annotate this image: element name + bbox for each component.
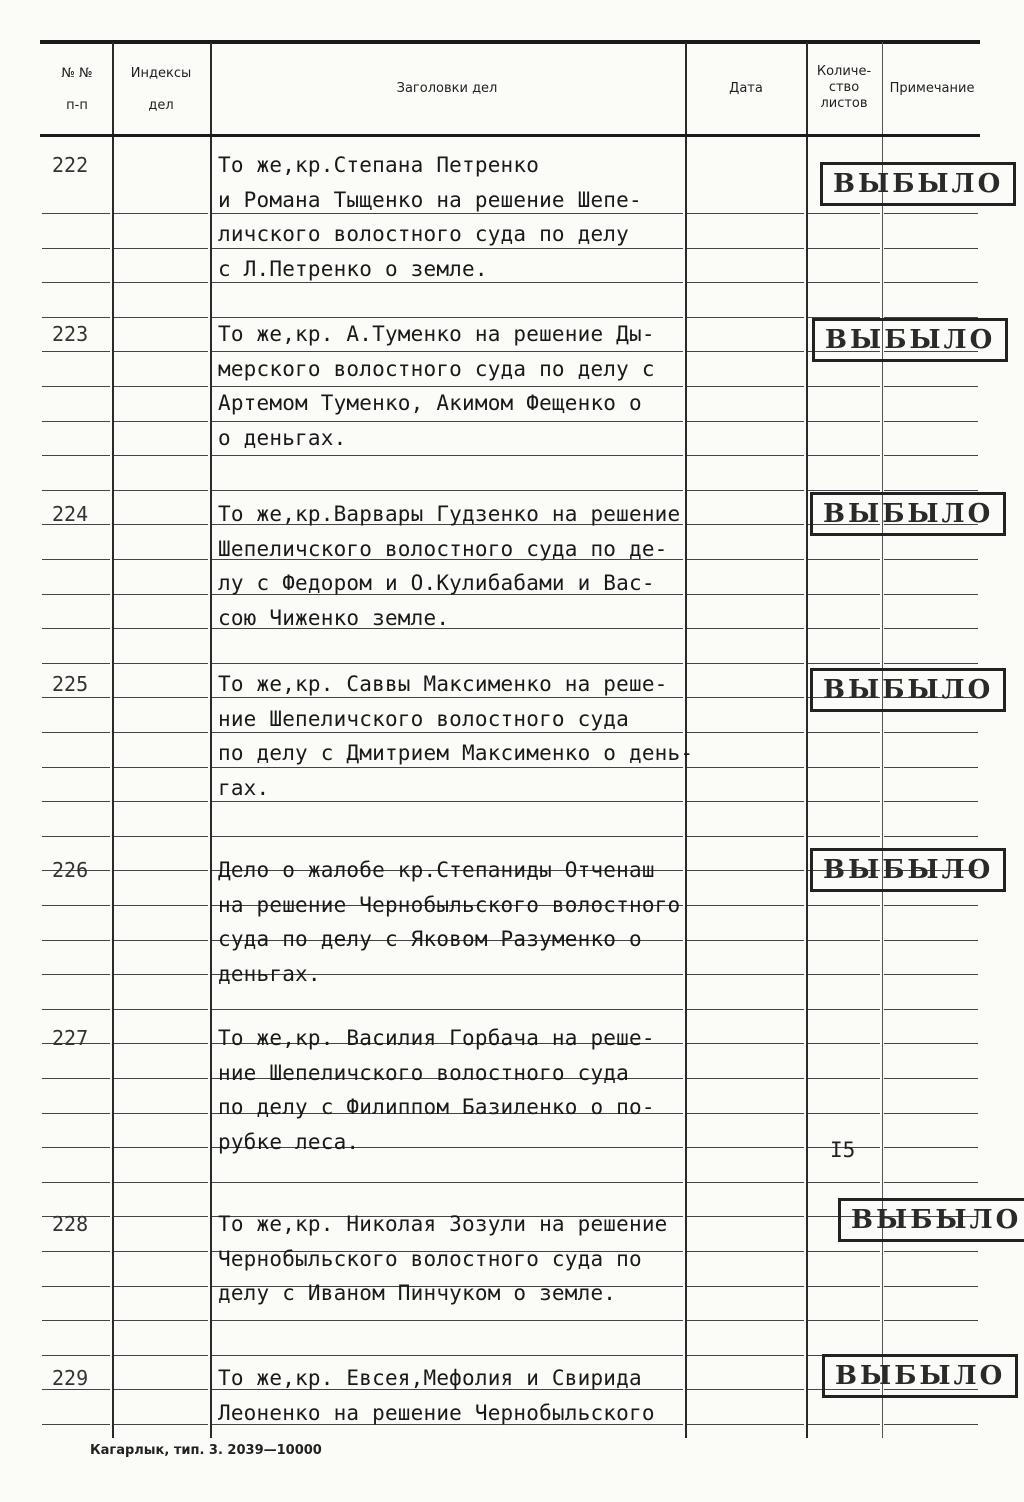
ruled-line [808, 1009, 880, 1010]
ruled-line [114, 386, 208, 387]
ruled-line [884, 836, 978, 837]
ruled-line [808, 1043, 880, 1044]
ruled-line [687, 351, 804, 352]
header-count: Количе- ство листов [816, 64, 872, 111]
ruled-line [884, 1043, 978, 1044]
withdrawn-stamp: ВЫБЫЛО [810, 492, 1006, 536]
ruled-line [884, 905, 978, 906]
ruled-line [884, 248, 978, 249]
header-title: Заголовки дел [396, 81, 498, 96]
case-title-line: ние Шепеличского волостного суда [218, 707, 629, 731]
case-title-line: сою Чиженко земле. [218, 606, 450, 630]
ruled-line [884, 1147, 978, 1148]
ruled-line [114, 1389, 208, 1390]
ruled-line [42, 1009, 110, 1010]
ruled-line [687, 386, 804, 387]
ruled-line [42, 351, 110, 352]
ruled-line [212, 455, 683, 456]
ruled-line [808, 801, 880, 802]
ruled-line [114, 1424, 208, 1425]
row-number: 222 [52, 153, 89, 177]
ruled-line [687, 1043, 804, 1044]
ruled-line [687, 1147, 804, 1148]
ruled-line [42, 940, 110, 941]
case-title-line: рубке леса. [218, 1130, 360, 1154]
ruled-line [212, 767, 683, 768]
ruled-line [808, 1182, 880, 1183]
case-title-line: личского волостного суда по делу [218, 222, 629, 246]
ruled-line [42, 732, 110, 733]
ruled-line [212, 282, 683, 283]
ruled-line [42, 1078, 110, 1079]
case-title-line: гах. [218, 776, 270, 800]
ruled-line [808, 940, 880, 941]
row-number: 229 [52, 1366, 89, 1390]
ruled-line [808, 1251, 880, 1252]
ruled-line [42, 836, 110, 837]
ruled-line [42, 663, 110, 664]
ruled-line [687, 248, 804, 249]
ruled-line [884, 1320, 978, 1321]
case-title-line: Шепеличского волостного суда по де- [218, 537, 668, 561]
ruled-line [212, 697, 683, 698]
ruled-line [687, 1286, 804, 1287]
header-date: Дата [729, 81, 763, 96]
ruled-line [114, 282, 208, 283]
case-title-line: Чернобыльского волостного суда по [218, 1247, 642, 1271]
ruled-line [212, 663, 683, 664]
ruled-line [114, 421, 208, 422]
case-title-line: Леоненко на решение Чернобыльского [218, 1401, 655, 1425]
ruled-line [42, 455, 110, 456]
case-title-line: и Романа Тыщенко на решение Шепе- [218, 188, 642, 212]
ruled-line [114, 524, 208, 525]
ruled-line [884, 628, 978, 629]
ruled-line [212, 1355, 683, 1356]
ruled-line [114, 663, 208, 664]
ruled-line [687, 282, 804, 283]
ruled-line [884, 421, 978, 422]
ruled-line [212, 1320, 683, 1321]
ruled-line [808, 282, 880, 283]
ruled-line [687, 1251, 804, 1252]
ruled-line [687, 628, 804, 629]
ruled-line [884, 1182, 978, 1183]
ruled-line [114, 559, 208, 560]
ruled-line [687, 1320, 804, 1321]
row-number: 225 [52, 672, 89, 696]
ruled-line [42, 801, 110, 802]
ruled-line [42, 1424, 110, 1425]
ruled-line [687, 594, 804, 595]
ruled-line [808, 767, 880, 768]
ruled-line [114, 455, 208, 456]
case-title-line: То же,кр. Николая Зозули на решение [218, 1212, 668, 1236]
case-title-line: с Л.Петренко о земле. [218, 257, 488, 281]
ruled-line [808, 1286, 880, 1287]
ruled-line [114, 1113, 208, 1114]
ruled-line [212, 836, 683, 837]
ruled-line [808, 421, 880, 422]
ruled-line [114, 1078, 208, 1079]
ruled-line [884, 282, 978, 283]
ruled-line [884, 974, 978, 975]
case-title-line: То же,кр. Евсея,Мефолия и Свирида [218, 1366, 642, 1390]
ruled-line [687, 905, 804, 906]
ruled-line [42, 767, 110, 768]
ruled-line [114, 732, 208, 733]
ruled-line [808, 1113, 880, 1114]
case-title-line: мерского волостного суда по делу с [218, 357, 655, 381]
ruled-line [42, 317, 110, 318]
ruled-line [808, 1320, 880, 1321]
ruled-line [114, 351, 208, 352]
ruled-line [42, 1286, 110, 1287]
ruled-line [687, 1078, 804, 1079]
ruled-line [42, 1355, 110, 1356]
ruled-line [42, 1147, 110, 1148]
ruled-line [114, 213, 208, 214]
ruled-line [114, 1286, 208, 1287]
row-number: 224 [52, 502, 89, 526]
ruled-line [114, 1251, 208, 1252]
ruled-line [42, 1113, 110, 1114]
ruled-line [212, 732, 683, 733]
withdrawn-stamp: ВЫБЫЛО [838, 1198, 1024, 1242]
ruled-line [687, 213, 804, 214]
case-title-line: на решение Чернобыльского волостного [218, 893, 681, 917]
ruled-line [42, 1320, 110, 1321]
ruled-line [212, 386, 683, 387]
ruled-line [42, 248, 110, 249]
ruled-line [884, 1078, 978, 1079]
case-title-line: ние Шепеличского волостного суда [218, 1061, 629, 1085]
ruled-line [687, 1389, 804, 1390]
row-number: 228 [52, 1212, 89, 1236]
ruled-line [42, 905, 110, 906]
ruled-line [687, 490, 804, 491]
case-title-line: То же,кр. Саввы Максименко на реше- [218, 672, 668, 696]
header-rule [40, 134, 980, 137]
ruled-line [114, 767, 208, 768]
ruled-line [687, 455, 804, 456]
row-number: 223 [52, 322, 89, 346]
ruled-line [114, 1355, 208, 1356]
case-title-line: То же,кр.Степана Петренко [218, 153, 540, 177]
header-num: № № п-п [61, 66, 93, 113]
ruled-line [884, 490, 978, 491]
ruled-line [687, 940, 804, 941]
ruled-line [687, 732, 804, 733]
ruled-line [808, 559, 880, 560]
ruled-line [687, 663, 804, 664]
ruled-line [114, 836, 208, 837]
ruled-line [884, 1424, 978, 1425]
case-title-line: о деньгах. [218, 426, 347, 450]
ruled-line [884, 1286, 978, 1287]
ruled-line [42, 282, 110, 283]
ruled-line [808, 386, 880, 387]
ruled-line [42, 559, 110, 560]
ruled-line [42, 386, 110, 387]
ruled-line [212, 1182, 683, 1183]
ruled-line [114, 905, 208, 906]
case-title-line: деньгах. [218, 962, 321, 986]
ruled-line [808, 455, 880, 456]
ruled-line [687, 421, 804, 422]
ruled-line [687, 524, 804, 525]
ruled-line [808, 490, 880, 491]
ruled-line [687, 1009, 804, 1010]
ruled-line [42, 697, 110, 698]
withdrawn-stamp: ВЫБЫЛО [810, 848, 1006, 892]
ruled-line [212, 213, 683, 214]
ruled-line [114, 697, 208, 698]
ruled-line [42, 490, 110, 491]
ruled-line [687, 317, 804, 318]
ruled-line [687, 1113, 804, 1114]
ruled-line [808, 213, 880, 214]
case-title-line: лу с Федором и О.Кулибабами и Вас- [218, 571, 655, 595]
column-divider [112, 42, 114, 1438]
ruled-line [114, 1043, 208, 1044]
ruled-line [212, 801, 683, 802]
ruled-line [687, 1216, 804, 1217]
column-divider [210, 42, 212, 1438]
table-top-rule [40, 40, 980, 44]
ruled-line [808, 628, 880, 629]
ruled-line [114, 248, 208, 249]
ruled-line [687, 801, 804, 802]
withdrawn-stamp: ВЫБЫЛО [810, 668, 1006, 712]
ruled-line [114, 974, 208, 975]
row-number: 226 [52, 858, 89, 882]
ruled-line [42, 213, 110, 214]
ruled-line [687, 870, 804, 871]
ruled-line [42, 1251, 110, 1252]
ruled-line [808, 974, 880, 975]
sheet-count: I5 [830, 1138, 856, 1162]
ruled-line [884, 663, 978, 664]
row-number: 227 [52, 1026, 89, 1050]
ruled-line [884, 801, 978, 802]
ruled-line [687, 1355, 804, 1356]
ruled-line [42, 421, 110, 422]
ruled-line [212, 421, 683, 422]
ruled-line [808, 905, 880, 906]
ruled-line [808, 248, 880, 249]
ruled-line [884, 1251, 978, 1252]
case-title-line: по делу с Филиппом Базиленко о по- [218, 1095, 655, 1119]
ruled-line [884, 1113, 978, 1114]
case-title-line: То же,кр.Варвары Гудзенко на решение [218, 502, 681, 526]
ruled-line [114, 1182, 208, 1183]
ruled-line [884, 213, 978, 214]
withdrawn-stamp: ВЫБЫЛО [822, 1354, 1018, 1398]
ruled-line [687, 697, 804, 698]
case-title-line: Артемом Туменко, Акимом Фещенко о [218, 391, 642, 415]
ruled-line [687, 836, 804, 837]
ruled-line [808, 1078, 880, 1079]
ruled-line [212, 317, 683, 318]
ruled-line [808, 1424, 880, 1425]
ruled-line [884, 732, 978, 733]
ruled-line [114, 628, 208, 629]
column-divider [685, 42, 687, 1438]
case-title-line: суда по делу с Яковом Разуменко о [218, 927, 642, 951]
ruled-line [114, 870, 208, 871]
column-divider [806, 42, 808, 1438]
ruled-line [212, 1009, 683, 1010]
case-title-line: То же,кр. Василия Горбача на реше- [218, 1026, 655, 1050]
ruled-line [212, 490, 683, 491]
ruled-line [687, 559, 804, 560]
case-title-line: по делу с Дмитрием Максименко о день- [218, 741, 694, 765]
ruled-line [687, 974, 804, 975]
ruled-line [687, 1182, 804, 1183]
ruled-line [114, 317, 208, 318]
ruled-line [114, 1320, 208, 1321]
ruled-line [42, 1182, 110, 1183]
ruled-line [212, 351, 683, 352]
case-title-line: Дело о жалобе кр.Степаниды Отченаш [218, 858, 655, 882]
header-note: Примечание [889, 81, 975, 96]
ruled-line [884, 594, 978, 595]
ruled-line [42, 628, 110, 629]
ruled-line [884, 940, 978, 941]
ruled-line [884, 455, 978, 456]
ruled-line [114, 594, 208, 595]
header-index: Индексы дел [130, 66, 192, 113]
withdrawn-stamp: ВЫБЫЛО [820, 162, 1016, 206]
ruled-line [114, 1009, 208, 1010]
ruled-line [884, 1009, 978, 1010]
ruled-line [114, 1216, 208, 1217]
ruled-line [808, 836, 880, 837]
ruled-line [114, 940, 208, 941]
ruled-line [114, 1147, 208, 1148]
ruled-line [808, 732, 880, 733]
case-title-line: То же,кр. А.Туменко на решение Ды- [218, 322, 655, 346]
ruled-line [808, 663, 880, 664]
case-title-line: делу с Иваном Пинчуком о земле. [218, 1281, 617, 1305]
ruled-line [808, 594, 880, 595]
ruled-line [884, 386, 978, 387]
ruled-line [884, 559, 978, 560]
ruled-line [114, 490, 208, 491]
ruled-line [114, 801, 208, 802]
ruled-line [884, 767, 978, 768]
ruled-line [687, 1424, 804, 1425]
printer-imprint: Кагарлык, тип. 3. 2039—10000 [90, 1443, 322, 1458]
ruled-line [212, 248, 683, 249]
ruled-line [42, 594, 110, 595]
withdrawn-stamp: ВЫБЫЛО [812, 318, 1008, 362]
ruled-line [687, 767, 804, 768]
ruled-line [42, 974, 110, 975]
